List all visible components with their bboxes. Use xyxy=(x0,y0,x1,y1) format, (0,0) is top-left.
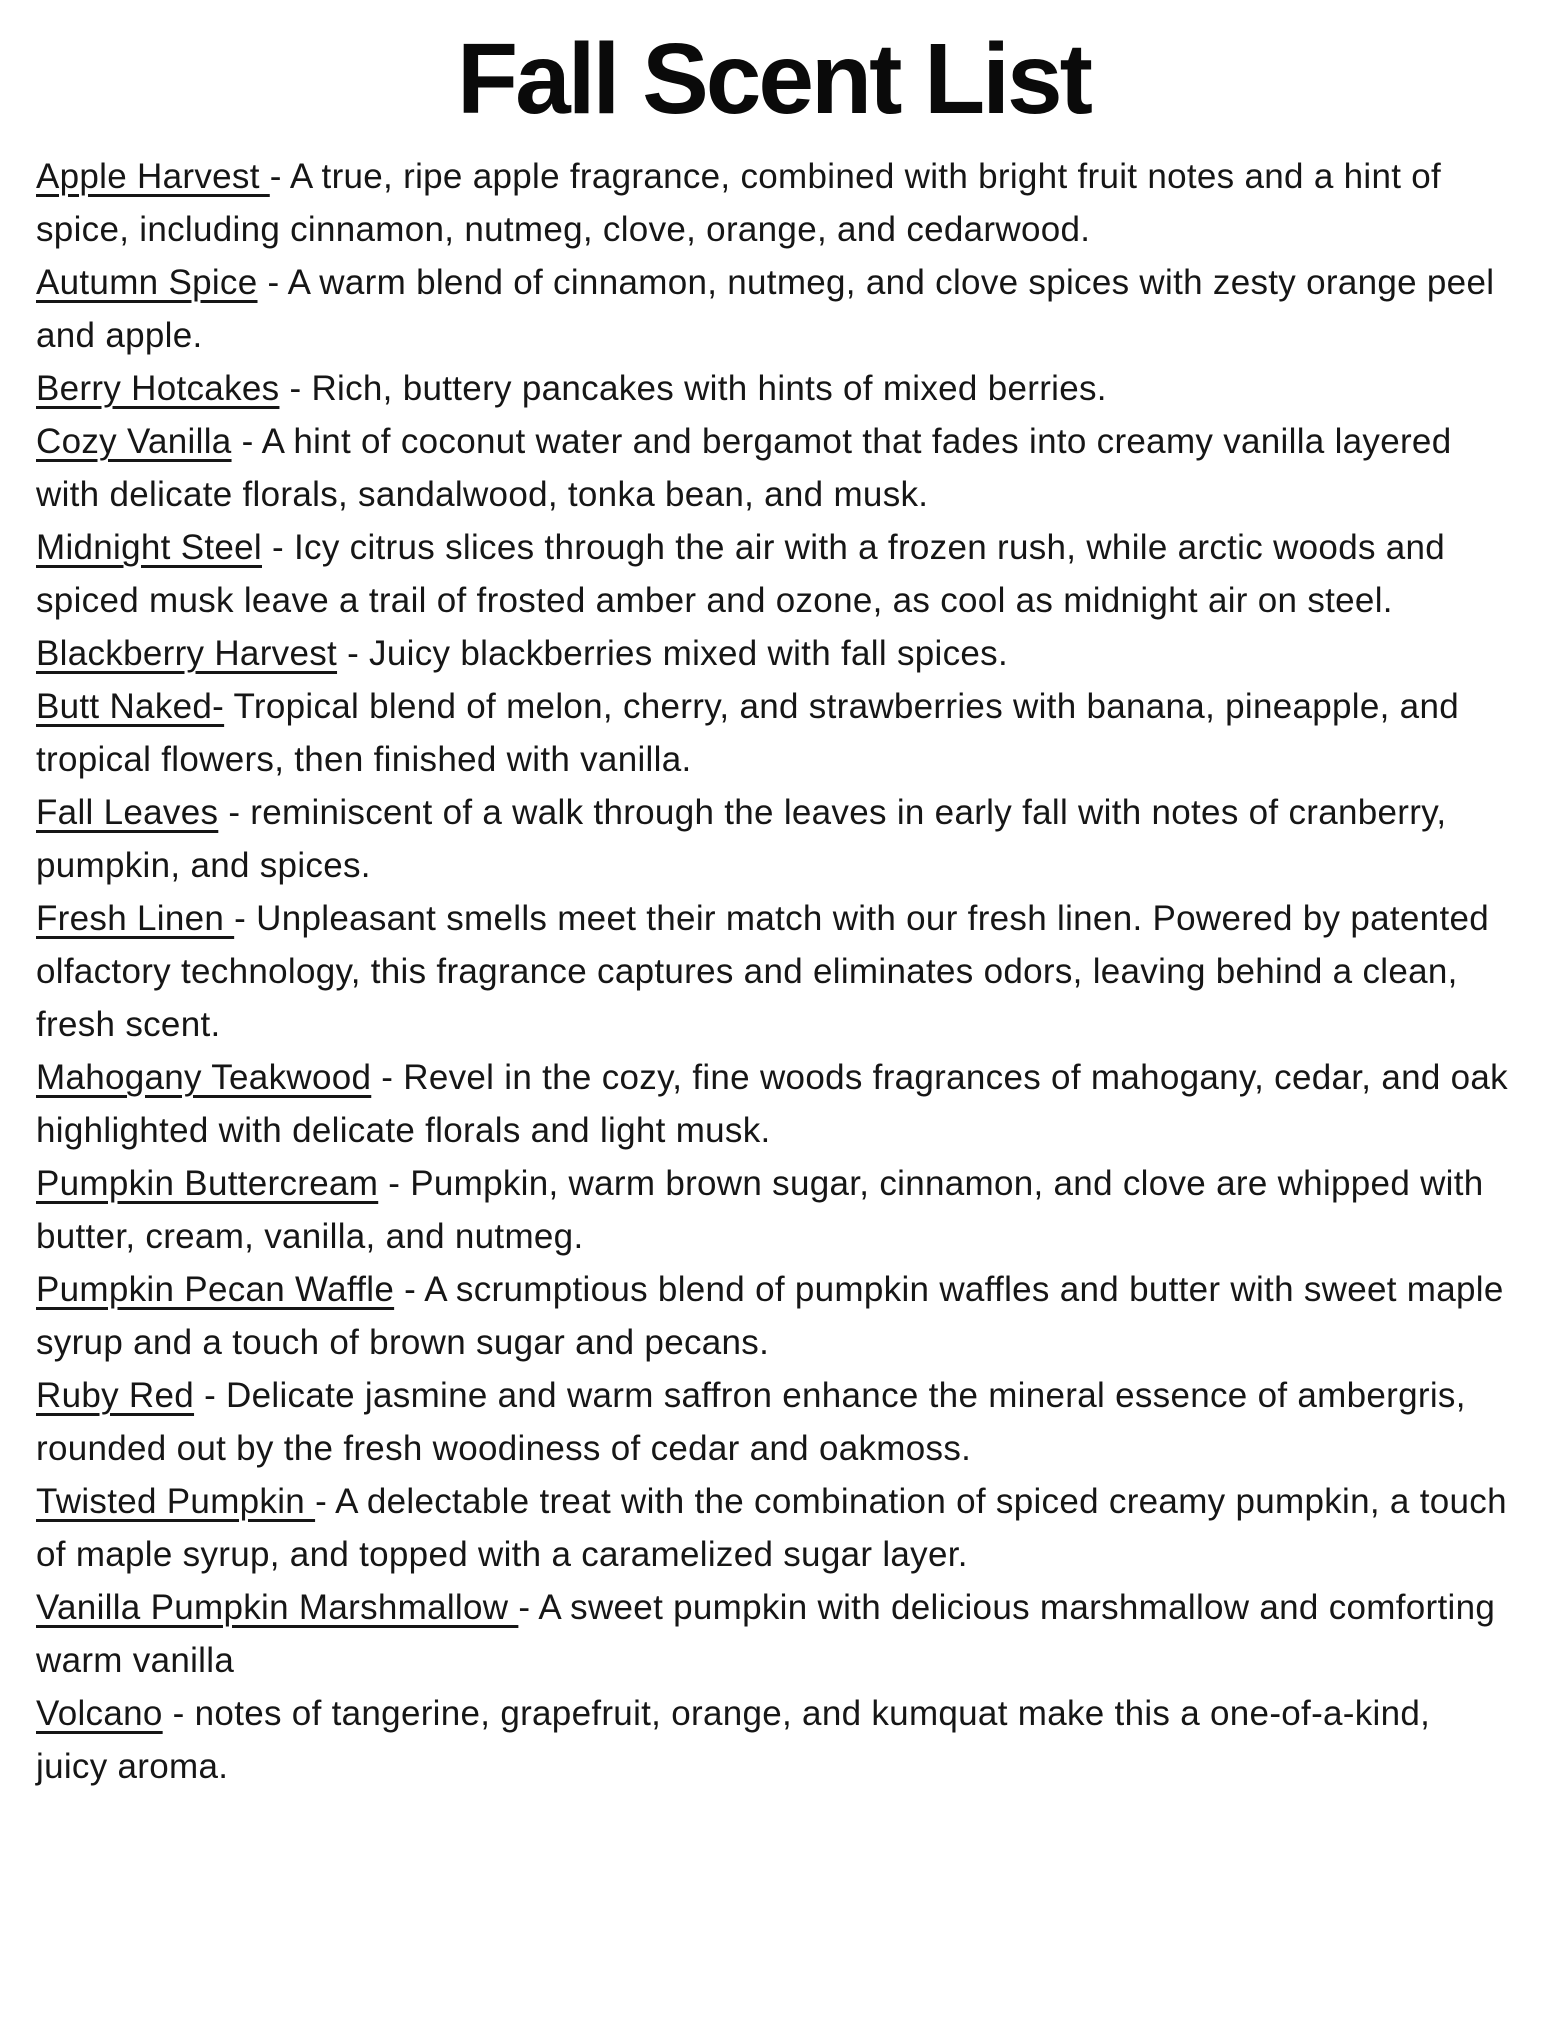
scent-name: Pumpkin Buttercream xyxy=(36,1164,379,1203)
scent-entry xyxy=(36,362,1509,415)
scent-description: - Juicy blackberries mixed with fall spices. xyxy=(337,634,1008,673)
scent-name: Vanilla Pumpkin Marshmallow xyxy=(36,1588,519,1627)
page-title: Fall Scent List xyxy=(457,23,1090,135)
scent-entry xyxy=(36,627,1509,680)
scent-entry xyxy=(36,1157,1509,1263)
scent-entry xyxy=(36,1051,1519,1157)
scent-entry xyxy=(36,150,1509,256)
scent-description: - A delectable treat with the combination of spiced creamy pumpkin, a touch of maple syrup, and topped with a caramelized sugar layer. xyxy=(36,1482,1517,1574)
scent-description: - Revel in the cozy, fine woods fragrances of mahogany, cedar, and oak highlighted with delicate florals and light musk. xyxy=(36,1058,1519,1150)
scent-entry xyxy=(36,1263,1514,1369)
scent-name: Midnight Steel xyxy=(36,528,262,567)
scent-description: - Delicate jasmine and warm saffron enhance the mineral essence of ambergris, rounded out by the fresh woodiness of cedar and oakmoss. xyxy=(36,1376,1476,1468)
scent-name: Blackberry Harvest xyxy=(36,634,338,673)
scent-description: - A scrumptious blend of pumpkin waffles and butter with sweet maple syrup and a touch of brown sugar and pecans. xyxy=(36,1270,1514,1362)
scent-description: Tropical blend of melon, cherry, and strawberries with banana, pineapple, and tropical flowers, then finished with vanilla. xyxy=(36,687,1470,779)
scent-description: - Icy citrus slices through the air with a frozen rush, while arctic woods and spiced musk leave a trail of frosted amber and ozone, as cool as midnight air on steel. xyxy=(36,528,1456,620)
scent-description: - A sweet pumpkin with delicious marshmallow and comforting warm vanilla xyxy=(36,1588,1506,1680)
scent-entry xyxy=(36,1369,1509,1475)
scent-entry xyxy=(36,786,1509,892)
scent-name: Ruby Red xyxy=(36,1376,195,1415)
scent-description: - Rich, buttery pancakes with hints of mixed berries. xyxy=(279,369,1107,408)
scent-entry xyxy=(36,256,1509,362)
scent-description: - reminiscent of a walk through the leaves in early fall with notes of cranberry, pumpkin, and spices. xyxy=(36,793,1457,885)
scent-entry xyxy=(36,1475,1517,1581)
scent-name: Autumn Spice xyxy=(36,263,258,302)
scent-name: Mahogany Teakwood xyxy=(36,1058,372,1097)
scent-entry xyxy=(36,680,1509,786)
scent-name: Apple Harvest xyxy=(36,157,270,196)
scent-list xyxy=(36,150,1519,1793)
scent-entry xyxy=(36,892,1509,1051)
scent-entry xyxy=(36,1687,1509,1793)
scent-description: - Pumpkin, warm brown sugar, cinnamon, and clove are whipped with butter, cream, vanilla, and nutmeg. xyxy=(36,1164,1494,1256)
scent-description: - A hint of coconut water and bergamot that fades into creamy vanilla layered with delicate florals, sandalwood, tonka bean, and musk. xyxy=(36,422,1462,514)
scent-name: Cozy Vanilla xyxy=(36,422,232,461)
scent-entry xyxy=(36,415,1509,521)
scent-entry xyxy=(36,1581,1509,1687)
scent-entry xyxy=(36,521,1509,627)
document-page xyxy=(0,18,1545,2018)
scent-name: Pumpkin Pecan Waffle xyxy=(36,1270,395,1309)
scent-name: Butt Naked- xyxy=(36,687,225,726)
scent-description: - A warm blend of cinnamon, nutmeg, and clove spices with zesty orange peel and apple. xyxy=(36,263,1505,355)
scent-description: - A true, ripe apple fragrance, combined with bright fruit notes and a hint of spice, including cinnamon, nutmeg, clove, orange, and cedarwood. xyxy=(36,157,1452,249)
scent-name: Twisted Pumpkin xyxy=(36,1482,316,1521)
scent-name: Volcano xyxy=(36,1694,163,1733)
scent-name: Fall Leaves xyxy=(36,793,219,832)
scent-name: Berry Hotcakes xyxy=(36,369,280,408)
scent-name: Fresh Linen xyxy=(36,899,235,938)
scent-description: - Unpleasant smells meet their match with our fresh linen. Powered by patented olfactory technology, this fragrance captures and eliminates odors, leaving behind a clean, fresh scent. xyxy=(36,899,1500,1044)
scent-description: - notes of tangerine, grapefruit, orange, and kumquat make this a one-of-a-kind, juicy aroma. xyxy=(36,1694,1441,1786)
